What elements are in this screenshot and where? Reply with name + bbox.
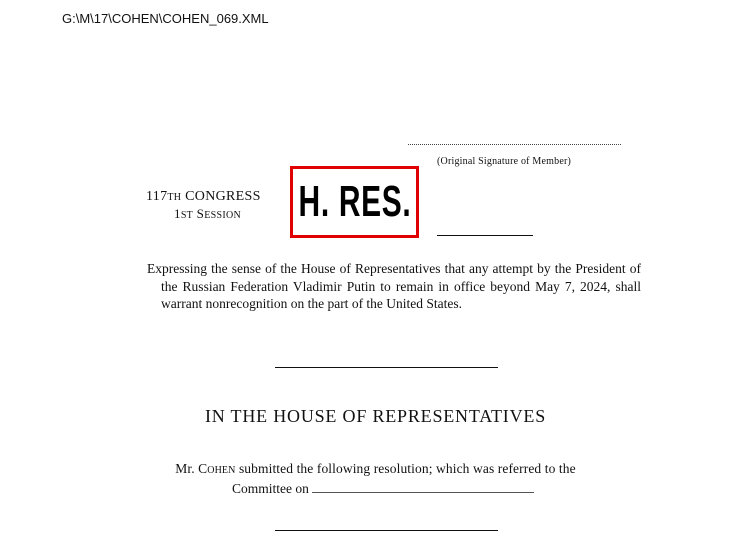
bill-type: H. RES. xyxy=(298,177,411,226)
divider-rule xyxy=(275,530,498,531)
chamber-heading: IN THE HOUSE OF REPRESENTATIVES xyxy=(204,406,547,426)
congress-number: 117 xyxy=(146,189,168,204)
congress-word: CONGRESS xyxy=(185,189,261,204)
bill-number-blank xyxy=(437,235,533,236)
session-label xyxy=(174,206,241,224)
bill-type-highlight-box xyxy=(290,166,419,238)
session-initial: S xyxy=(196,206,205,221)
file-path: G:\M\17\COHEN\COHEN_069.XML xyxy=(62,11,269,26)
committee-label: Committee on xyxy=(232,481,309,496)
divider-rule xyxy=(275,367,498,368)
resolution-title: Expressing the sense of the House of Representatives that any attempt by the President of the Russian Federation Vladimir Putin to remain in office beyond May 7, 2024, shall warrant nonrecognition on the part of the United States. xyxy=(147,261,641,311)
session-number: 1 xyxy=(174,206,181,221)
congress-label xyxy=(146,189,261,206)
session-number-suffix: ST xyxy=(180,210,194,221)
sponsor-initial: C xyxy=(198,461,208,476)
committee-blank xyxy=(312,482,534,493)
intro-line-2 xyxy=(232,481,534,497)
signature-caption: (Original Signature of Member) xyxy=(437,156,572,167)
sponsor-prefix: Mr. xyxy=(175,461,195,476)
session-rest: ESSION xyxy=(204,210,241,221)
intro-text: submitted the following resolution; which was referred to the xyxy=(238,461,576,476)
signature-line xyxy=(408,144,621,145)
congress-number-suffix: TH xyxy=(167,192,182,203)
intro-line-1 xyxy=(0,461,751,477)
sponsor-name-rest: OHEN xyxy=(207,465,236,476)
